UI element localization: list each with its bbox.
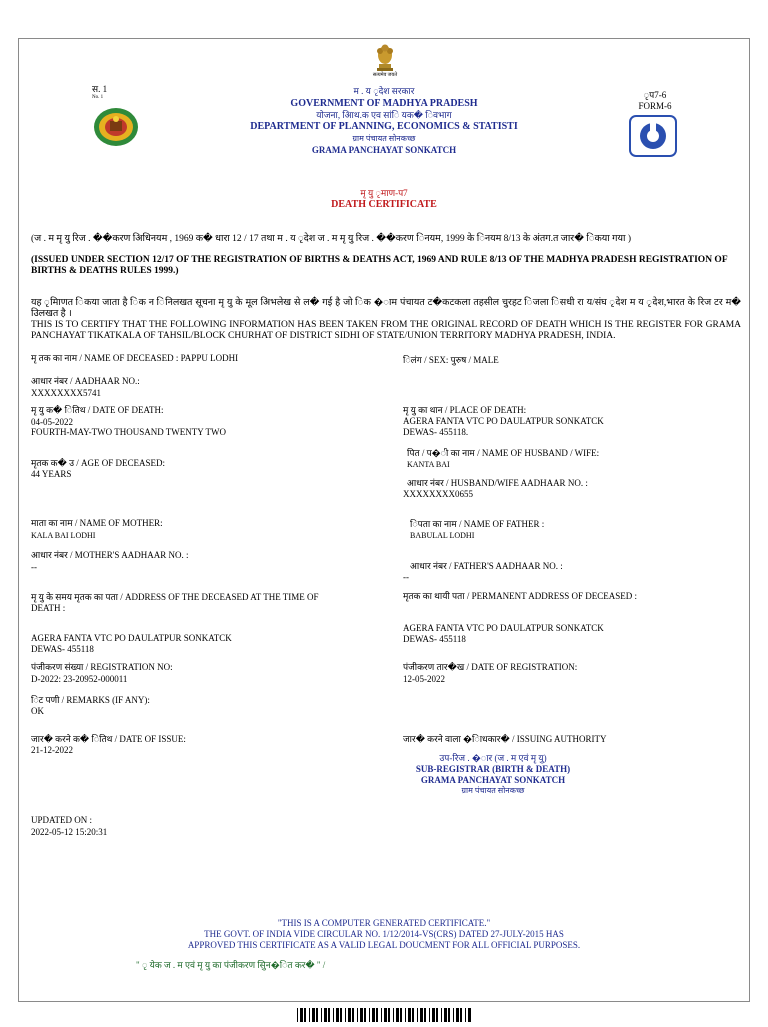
permanent-address-value-1: AGERA FANTA VTC PO DAULATPUR SONKATCK [403, 623, 604, 633]
issuing-authority-label: जार� करने वाला �ािधकार� / ISSUING AUTHORITY [403, 734, 607, 744]
issued-english: (ISSUED UNDER SECTION 12/17 OF THE REGISTRATION OF BIRTHS & DEATHS ACT, 1969 AND RULE 8/13 OF THE MADHYA PRADESH REGISTRATION OF BIRTHS & DEATHS RULES 1999.) [31, 255, 728, 276]
panchayat-hindi: ग्राम पंचायत सोनकच्छ [352, 134, 416, 143]
title-english: DEATH CERTIFICATE [331, 199, 437, 210]
authority-panchayat-hindi: ग्राम पंचायत सोनकच्छ [461, 786, 525, 795]
footer-hindi: " ृ येक ज . म एवं मृ यु का पंजीकरण सुिन�ित कर� " / [136, 960, 326, 970]
serial-label: स. 1 [92, 84, 108, 94]
place-of-death-label: मृ यु का थान / PLACE OF DEATH: [403, 405, 527, 415]
mother-aadhaar-value: -- [31, 562, 37, 572]
issue-date-value: 21-12-2022 [31, 745, 73, 755]
footer-line-2: THE GOVT. OF INDIA VIDE CIRCULAR NO. 1/12/2014-VS(CRS) DATED 27-JULY-2015 HAS [204, 929, 564, 939]
footer-line-3: APPROVED THIS CERTIFICATE AS A VALID LEGAL DOUCMENT FOR ALL OFFICIAL PURPOSES. [187, 940, 581, 950]
form-hindi: ृप7-6 [643, 90, 667, 100]
registration-no-value: D-2022: 23-20952-000011 [31, 674, 128, 684]
spouse-name-label: पित / प�ी का नाम / NAME OF HUSBAND / WIFE: [407, 448, 600, 458]
spouse-aadhaar-label: आधार नंबर / HUSBAND/WIFE AADHAAR NO. : [407, 478, 588, 488]
permanent-address-value-2: DEWAS- 455118 [403, 634, 466, 644]
sex-field: िलंग / SEX: पुरुष / MALE [403, 355, 499, 365]
dept-english: DEPARTMENT OF PLANNING, ECONOMICS & STATISTI [250, 121, 518, 132]
place-of-death-value-2: DEWAS- 455118. [403, 427, 469, 437]
father-aadhaar-value: -- [403, 572, 409, 582]
barcode [297, 1008, 472, 1022]
father-name-label: िपता का नाम / NAME OF FATHER : [410, 519, 545, 529]
age-label: मृतक क� उ / AGE OF DECEASED: [31, 458, 165, 468]
national-emblem [371, 42, 399, 74]
father-name-value: BABULAL LODHI [410, 531, 475, 540]
address-at-death-label-2: DEATH : [31, 603, 66, 613]
address-at-death-label: मृ यु के समय मृतक का पता / ADDRESS OF THE DECEASED AT THE TIME OF [31, 592, 319, 602]
date-of-death-label: मृ यु क� ितिथ / DATE OF DEATH: [31, 405, 164, 415]
mother-name-label: माता का नाम / NAME OF MOTHER: [31, 518, 163, 528]
form-english: FORM-6 [638, 101, 672, 111]
issue-date-label: जार� करने क� ितिथ / DATE OF ISSUE: [31, 734, 186, 744]
registration-date-value: 12-05-2022 [403, 674, 445, 684]
authority-panchayat: GRAMA PANCHAYAT SONKATCH [420, 775, 566, 785]
name-of-deceased: मृ तक का नाम / NAME OF DECEASED : PAPPU LODHI [31, 353, 239, 363]
remarks-value: OK [31, 706, 44, 716]
updated-on-value: 2022-05-12 15:20:31 [31, 827, 108, 837]
census-logo [628, 114, 678, 158]
certify-hindi: यह ृमािणत िकया जाता है िक न िनिलखत सूचना मृ यु के मूल अिभलेख से ल� गई है जो िक �ाम पंचायत ट�कटकला तहसील चुरहट िजला िसधी रा य/संघ ृदेश म य ृदेश,भारत के रिज टर म� उिलखत है । [31, 298, 741, 319]
panchayat-english: GRAMA PANCHAYAT SONKATCH [311, 145, 457, 155]
address-at-death-value-2: DEWAS- 455118 [31, 644, 94, 654]
certify-english: THIS IS TO CERTIFY THAT THE FOLLOWING INFORMATION HAS BEEN TAKEN FROM THE ORIGINAL RECORD OF DEATH WHICH IS THE REGISTER FOR GRAMA PANCHAYAT TIKATKALA OF TAHSIL/BLOCK CHURHAT OF DISTRICT SIDHI OF STATE/UNION TERRITORY MADHYA PRADESH, INDIA. [31, 320, 741, 341]
date-of-death-words: FOURTH-MAY-TWO THOUSAND TWENTY TWO [31, 427, 227, 437]
address-at-death-value-1: AGERA FANTA VTC PO DAULATPUR SONKATCK [31, 633, 232, 643]
aadhaar-value: XXXXXXXX5741 [31, 388, 101, 398]
mother-aadhaar-label: आधार नंबर / MOTHER'S AADHAAR NO. : [31, 550, 189, 560]
mother-name-value: KALA BAI LODHI [31, 531, 96, 540]
aadhaar-label: आधार नंबर / AADHAAR NO.: [31, 376, 140, 386]
permanent-address-label: मृतक का थायी पता / PERMANENT ADDRESS OF DECEASED : [403, 591, 637, 601]
remarks-label: िट पणी / REMARKS (IF ANY): [31, 695, 150, 705]
authority-hindi: उप-रिज . �ार (ज . म एवं मृ यु) [439, 753, 547, 763]
authority-english: SUB-REGISTRAR (BIRTH & DEATH) [415, 764, 571, 774]
registration-date-label: पंजीकरण तार�ख / DATE OF REGISTRATION: [403, 662, 578, 672]
gov-hindi: म . य ृदेश सरकार [353, 86, 415, 96]
father-aadhaar-label: आधार नंबर / FATHER'S AADHAAR NO. : [410, 561, 563, 571]
title-hindi: मृ यु ृमाण-प7 [360, 188, 408, 198]
spouse-aadhaar-value: XXXXXXXX0655 [403, 489, 473, 499]
mp-state-logo [92, 106, 140, 148]
emblem-caption: सत्यमेव जयते [372, 73, 398, 78]
date-of-death-value: 04-05-2022 [31, 417, 73, 427]
issued-hindi: (ज . म मृ यु रिज . ��करण अिधिनयम , 1969 क� धारा 12 / 17 तथा म . य ृदेश ज . म मृ यु रिज . ��करण िनयम, 1999 के िनयम 8/13 के अंतग.त जार� िकया गया ) [31, 234, 632, 244]
updated-on-label: UPDATED ON : [31, 815, 93, 825]
dept-hindi: योजना, आिथ.क एव सांि यक� िवभाग [316, 110, 452, 120]
footer-line-1: "THIS IS A COMPUTER GENERATED CERTIFICATE." [277, 918, 491, 928]
age-value: 44 YEARS [31, 469, 72, 479]
serial-sub: No. 1 [92, 95, 104, 100]
registration-no-label: पंजीकरण संख्या / REGISTRATION NO: [31, 662, 173, 672]
spouse-name-value: KANTA BAI [407, 460, 450, 469]
place-of-death-value-1: AGERA FANTA VTC PO DAULATPUR SONKATCK [403, 416, 604, 426]
gov-english: GOVERNMENT OF MADHYA PRADESH [290, 98, 478, 109]
